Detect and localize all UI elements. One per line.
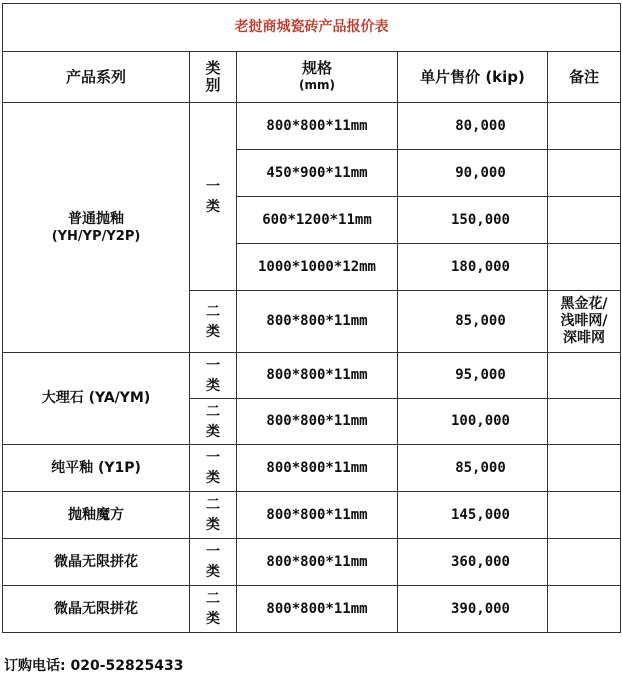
category-cell: 大理石 (YA/YM)	[3, 353, 190, 445]
note-cell	[548, 399, 621, 445]
note-cell	[548, 586, 621, 633]
table-row	[3, 445, 621, 492]
price-cell: 95,000	[398, 353, 548, 399]
type-cell	[190, 539, 237, 586]
header-price: 单片售价 (kip)	[398, 52, 548, 103]
type-char: 一	[206, 450, 220, 466]
type-char: 类	[206, 377, 220, 394]
category-name: 普通抛釉	[68, 210, 124, 227]
spec-cell: 600*1200*11mm	[237, 197, 398, 244]
type-char: 二	[206, 303, 220, 320]
price-cell: 85,000	[398, 445, 548, 492]
note-line: 浅啡网/	[560, 313, 608, 329]
type-cell	[190, 492, 237, 539]
table-row	[3, 353, 621, 399]
header-spec-line2: (mm)	[299, 78, 335, 92]
header-type	[190, 52, 237, 103]
order-phone: 订购电话: 020-52825433	[4, 658, 184, 674]
type-cell	[190, 103, 237, 291]
type-cell	[190, 445, 237, 492]
spec-cell: 1000*1000*12mm	[237, 244, 398, 291]
type-char: 一	[206, 544, 220, 560]
note-cell	[548, 244, 621, 291]
category-cell: 抛釉魔方	[3, 492, 190, 539]
note-cell	[548, 197, 621, 244]
header-type-line1: 类	[205, 59, 221, 77]
header-series: 产品系列	[3, 52, 190, 103]
note-cell	[548, 353, 621, 399]
type-char: 二	[206, 591, 220, 607]
header-row	[3, 52, 621, 103]
type-char: 类	[206, 323, 220, 340]
type-char: 类	[206, 517, 220, 533]
price-cell: 90,000	[398, 150, 548, 197]
price-cell: 360,000	[398, 539, 548, 586]
price-table	[2, 3, 621, 633]
price-cell: 390,000	[398, 586, 548, 633]
type-char: 类	[206, 611, 220, 627]
price-cell: 100,000	[398, 399, 548, 445]
spec-cell: 800*800*11mm	[237, 353, 398, 399]
table-row	[3, 539, 621, 586]
type-char: 类	[206, 470, 220, 486]
category-cell: 微晶无限拼花	[3, 586, 190, 633]
price-cell: 145,000	[398, 492, 548, 539]
note-cell	[548, 539, 621, 586]
category-codes: (YH/YP/Y2P)	[51, 228, 141, 244]
table-row	[3, 492, 621, 539]
type-cell	[190, 586, 237, 633]
spec-cell: 450*900*11mm	[237, 150, 398, 197]
note-cell	[548, 150, 621, 197]
type-char: 二	[206, 497, 220, 513]
type-char: 类	[206, 423, 220, 440]
type-char: 一	[206, 357, 220, 374]
spec-cell: 800*800*11mm	[237, 291, 398, 353]
table-title: 老挝商城瓷砖产品报价表	[3, 4, 621, 52]
price-cell: 80,000	[398, 103, 548, 150]
header-type-line2: 别	[205, 76, 221, 94]
type-char: 类	[206, 198, 220, 215]
price-cell: 180,000	[398, 244, 548, 291]
spec-cell: 800*800*11mm	[237, 445, 398, 492]
header-note: 备注	[548, 52, 621, 103]
type-cell	[190, 399, 237, 445]
price-cell: 85,000	[398, 291, 548, 353]
note-line: 深啡网	[563, 330, 605, 346]
category-cell	[3, 103, 190, 353]
category-cell: 微晶无限拼花	[3, 539, 190, 586]
table-row	[3, 586, 621, 633]
spec-cell: 800*800*11mm	[237, 492, 398, 539]
spec-cell: 800*800*11mm	[237, 539, 398, 586]
header-spec-line1: 规格	[301, 59, 332, 77]
note-cell	[548, 291, 621, 353]
header-spec	[237, 52, 398, 103]
table-row	[3, 103, 621, 150]
type-cell	[190, 291, 237, 353]
note-line: 黑金花/	[560, 296, 608, 312]
type-char: 一	[206, 178, 220, 195]
spec-cell: 800*800*11mm	[237, 103, 398, 150]
category-cell: 纯平釉 (Y1P)	[3, 445, 190, 492]
spec-cell: 800*800*11mm	[237, 586, 398, 633]
type-char: 类	[206, 564, 220, 580]
note-cell	[548, 103, 621, 150]
type-cell	[190, 353, 237, 399]
spec-cell: 800*800*11mm	[237, 399, 398, 445]
note-cell	[548, 492, 621, 539]
note-cell	[548, 445, 621, 492]
type-char: 二	[206, 403, 220, 420]
price-cell: 150,000	[398, 197, 548, 244]
